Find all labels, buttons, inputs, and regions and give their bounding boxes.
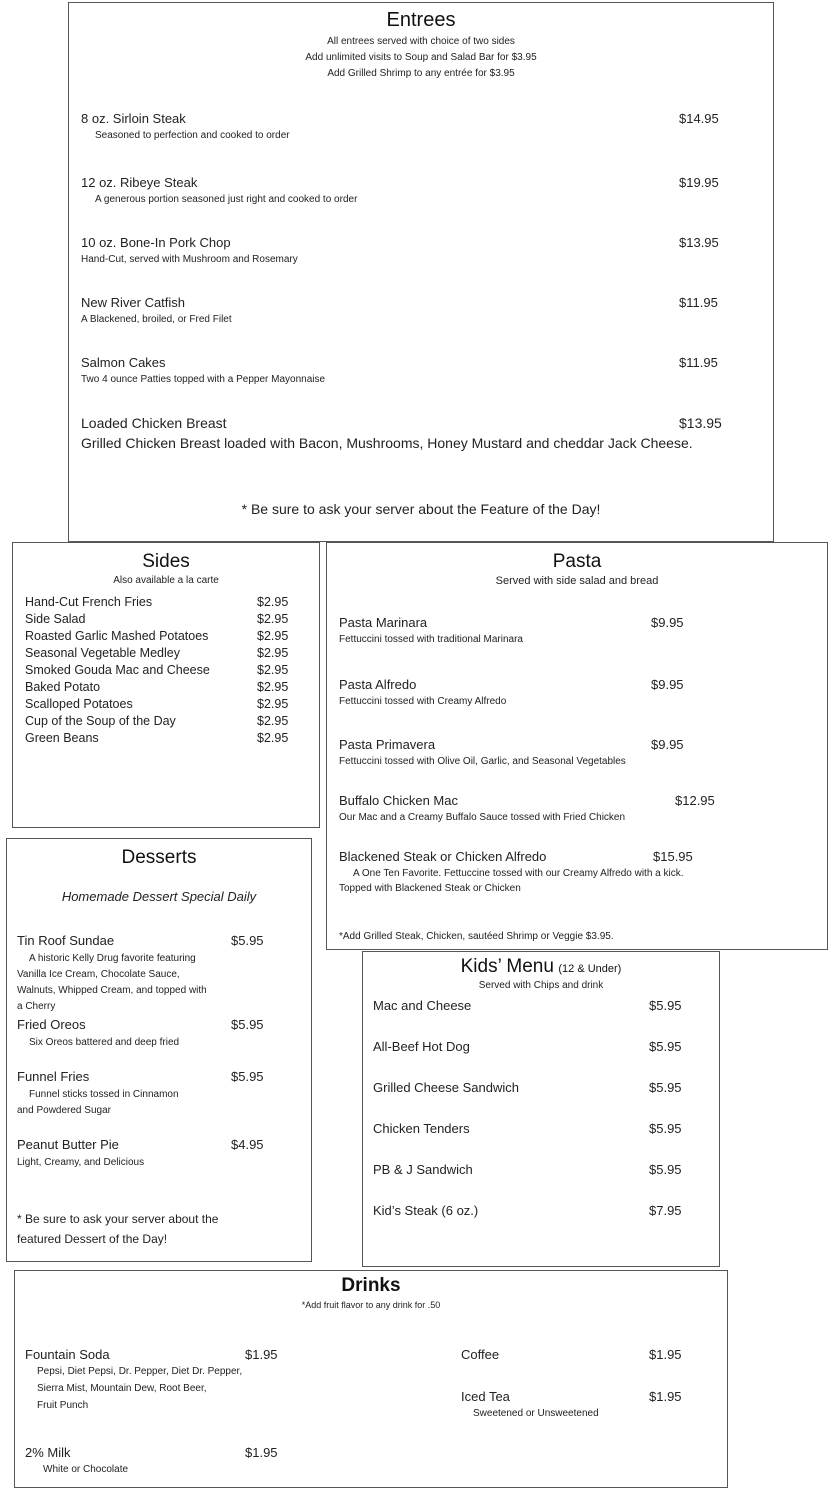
item-desc: A Blackened, broiled, or Fred Filet — [81, 314, 232, 325]
item-desc: Sweetened or Unsweetened — [473, 1408, 599, 1419]
item-name: Fried Oreos — [17, 1017, 86, 1032]
item-name: Tin Roof Sundae — [17, 933, 115, 948]
item-name: Buffalo Chicken Mac — [339, 793, 458, 808]
kids-list — [373, 998, 713, 1244]
entrees-note: Add unlimited visits to Soup and Salad Bar for $3.95 — [305, 52, 537, 63]
menu-item — [81, 235, 761, 265]
drink-item — [25, 1445, 345, 1475]
dessert-item — [17, 933, 307, 1015]
side-item — [25, 629, 315, 646]
sides-list — [25, 595, 315, 748]
menu-item — [339, 793, 819, 823]
item-desc: Topped with Blackened Steak or Chicken — [339, 883, 521, 894]
item-desc: Funnel sticks tossed in Cinnamon — [29, 1089, 179, 1100]
item-name: Hand-Cut French Fries — [25, 595, 153, 609]
item-desc: Vanilla Ice Cream, Chocolate Sauce, — [17, 969, 180, 980]
pasta-title: Pasta — [552, 551, 602, 572]
item-desc: Walnuts, Whipped Cream, and topped with — [17, 985, 207, 996]
item-desc: White or Chocolate — [43, 1464, 129, 1475]
side-item — [25, 697, 315, 714]
item-name: Iced Tea — [461, 1389, 510, 1404]
item-name: Scalloped Potatoes — [25, 697, 133, 711]
kids-item — [373, 1080, 713, 1121]
item-desc: and Powdered Sugar — [17, 1105, 111, 1116]
item-name: 12 oz. Ribeye Steak — [81, 175, 198, 190]
side-item — [25, 646, 315, 663]
drink-item — [25, 1347, 345, 1411]
item-desc: Light, Creamy, and Delicious — [17, 1157, 145, 1168]
item-name: New River Catfish — [81, 295, 186, 310]
entrees-footer: * Be sure to ask your server about the Feature of the Day! — [241, 501, 601, 517]
item-price: $1.95 — [649, 1347, 682, 1362]
item-name: Coffee — [461, 1347, 500, 1362]
item-name: Smoked Gouda Mac and Cheese — [25, 663, 210, 677]
side-item — [25, 612, 315, 629]
item-price: $15.95 — [653, 849, 693, 864]
drinks-section — [14, 1270, 728, 1488]
item-desc: Seasoned to perfection and cooked to order — [95, 130, 290, 141]
desserts-footer-line: featured Dessert of the Day! — [17, 1232, 168, 1246]
kids-item — [373, 1121, 713, 1162]
item-price: $2.95 — [257, 731, 289, 745]
item-price: $2.95 — [257, 697, 289, 711]
item-name: Pasta Primavera — [339, 737, 436, 752]
pasta-section — [326, 542, 828, 950]
kids-title: Kids’ Menu — [460, 956, 554, 977]
entrees-note: All entrees served with choice of two sides — [327, 36, 515, 47]
item-name: Cup of the Soup of the Day — [25, 714, 176, 728]
kids-item — [373, 1203, 713, 1244]
item-price: $2.95 — [257, 612, 289, 626]
item-desc: Fruit Punch — [37, 1400, 89, 1411]
menu-item — [339, 615, 819, 645]
item-name: Side Salad — [25, 612, 86, 626]
item-name: Baked Potato — [25, 680, 101, 694]
item-name: Peanut Butter Pie — [17, 1137, 119, 1152]
item-price: $5.95 — [649, 1039, 682, 1054]
dessert-special: Homemade Dessert Special Daily — [61, 889, 257, 904]
item-desc: A generous portion seasoned just right and cooked to order — [95, 194, 358, 205]
item-name: Roasted Garlic Mashed Potatoes — [25, 629, 209, 643]
menu-item — [339, 849, 825, 894]
dessert-item — [17, 1017, 307, 1051]
drink-item — [461, 1347, 721, 1362]
desserts-footer — [17, 1209, 218, 1249]
item-desc: Fettuccini tossed with traditional Marinara — [339, 634, 523, 645]
kids-section — [362, 951, 720, 1267]
dessert-row — [17, 933, 307, 951]
item-price: $9.95 — [651, 677, 684, 692]
item-price: $19.95 — [679, 175, 719, 190]
drinks-note: *Add fruit flavor to any drink for .50 — [301, 1300, 441, 1310]
menu-item — [339, 677, 819, 707]
item-desc: Grilled Chicken Breast loaded with Bacon, Mushrooms, Honey Mustard and cheddar Jack Cheese. — [81, 435, 693, 451]
item-price: $2.95 — [257, 663, 289, 677]
item-name: Loaded Chicken Breast — [81, 415, 227, 431]
item-desc: Fettuccini tossed with Olive Oil, Garlic, and Seasonal Vegetables — [339, 756, 626, 767]
entrees-section — [68, 2, 774, 542]
item-name: Green Beans — [25, 731, 99, 745]
dessert-row — [17, 1017, 307, 1035]
item-desc: Our Mac and a Creamy Buffalo Sauce tossed with Fried Chicken — [339, 812, 626, 823]
item-price: $7.95 — [649, 1203, 682, 1218]
item-price: $12.95 — [675, 793, 715, 808]
menu-item — [81, 355, 761, 385]
item-desc: Sierra Mist, Mountain Dew, Root Beer, — [37, 1383, 207, 1394]
kids-item — [373, 998, 713, 1039]
entrees-note: Add Grilled Shrimp to any entrée for $3.95 — [327, 68, 515, 79]
item-name: PB & J Sandwich — [373, 1162, 473, 1177]
sides-title: Sides — [142, 551, 190, 572]
kids-age: (12 & Under) — [558, 963, 622, 975]
pasta-note: Served with side salad and bread — [495, 575, 659, 587]
desserts-title: Desserts — [121, 847, 197, 868]
menu-item — [81, 415, 741, 454]
item-name: Pasta Marinara — [339, 615, 428, 630]
kids-item — [373, 1039, 713, 1080]
item-name: Salmon Cakes — [81, 355, 166, 370]
desserts-footer-line: * Be sure to ask your server about the — [17, 1212, 219, 1226]
item-price: $9.95 — [651, 737, 684, 752]
item-price: $1.95 — [245, 1445, 278, 1460]
item-price: $11.95 — [679, 295, 718, 310]
item-price: $2.95 — [257, 629, 289, 643]
item-desc: a Cherry — [17, 1001, 56, 1012]
pasta-footer: *Add Grilled Steak, Chicken, sautéed Shrimp or Veggie $3.95. — [339, 931, 614, 942]
item-name: Blackened Steak or Chicken Alfredo — [339, 849, 547, 864]
item-name: Mac and Cheese — [373, 998, 472, 1013]
item-price: $13.95 — [679, 235, 719, 250]
item-desc: A historic Kelly Drug favorite featuring — [29, 953, 196, 964]
item-price: $2.95 — [257, 680, 289, 694]
menu-item — [81, 175, 761, 205]
kids-note: Served with Chips and drink — [478, 980, 604, 991]
menu-item — [339, 737, 819, 767]
item-price: $13.95 — [679, 415, 722, 431]
item-desc: Pepsi, Diet Pepsi, Dr. Pepper, Diet Dr. Pepper, — [37, 1366, 243, 1377]
item-price: $4.95 — [231, 1137, 264, 1152]
desserts-list — [17, 933, 307, 1189]
item-price: $9.95 — [651, 615, 684, 630]
item-price: $5.95 — [649, 1080, 682, 1095]
item-price: $2.95 — [257, 714, 289, 728]
menu-item — [81, 111, 761, 141]
sides-section — [12, 542, 320, 828]
item-name: Pasta Alfredo — [339, 677, 417, 692]
desserts-section — [6, 838, 312, 1262]
item-price: $5.95 — [231, 1069, 264, 1084]
dessert-row — [17, 1069, 307, 1087]
item-name: All-Beef Hot Dog — [373, 1039, 470, 1054]
item-price: $2.95 — [257, 595, 289, 609]
entrees-title: Entrees — [386, 9, 456, 31]
side-item — [25, 714, 315, 731]
item-name: Seasonal Vegetable Medley — [25, 646, 180, 660]
dessert-row — [17, 1137, 307, 1155]
item-name: Chicken Tenders — [373, 1121, 470, 1136]
item-name: Kid’s Steak (6 oz.) — [373, 1203, 479, 1218]
dessert-item — [17, 1069, 307, 1119]
sides-note: Also available a la carte — [113, 575, 219, 586]
drinks-title: Drinks — [341, 1275, 401, 1296]
item-price: $1.95 — [245, 1347, 278, 1362]
item-desc: Six Oreos battered and deep fried — [29, 1037, 180, 1048]
item-price: $2.95 — [257, 646, 289, 660]
kids-item — [373, 1162, 713, 1203]
item-desc: Hand-Cut, served with Mushroom and Rosemary — [81, 254, 298, 265]
side-item — [25, 680, 315, 697]
item-price: $5.95 — [649, 998, 682, 1013]
item-price: $5.95 — [231, 1017, 264, 1032]
drink-item — [461, 1389, 721, 1419]
side-item — [25, 595, 315, 612]
menu-item — [81, 295, 761, 325]
item-name: Fountain Soda — [25, 1347, 110, 1362]
dessert-item — [17, 1137, 307, 1171]
item-name: Funnel Fries — [17, 1069, 90, 1084]
item-name: 2% Milk — [25, 1445, 71, 1460]
item-price: $1.95 — [649, 1389, 682, 1404]
item-desc: A One Ten Favorite. Fettuccine tossed with our Creamy Alfredo with a kick. — [353, 868, 684, 879]
side-item — [25, 663, 315, 680]
item-desc: Two 4 ounce Patties topped with a Pepper Mayonnaise — [81, 374, 326, 385]
item-price: $5.95 — [649, 1121, 682, 1136]
item-price: $5.95 — [649, 1162, 682, 1177]
kids-title-row — [363, 956, 719, 978]
item-name: 8 oz. Sirloin Steak — [81, 111, 186, 126]
item-name: Grilled Cheese Sandwich — [373, 1080, 519, 1095]
item-price: $14.95 — [679, 111, 719, 126]
item-price: $11.95 — [679, 355, 718, 370]
item-name: 10 oz. Bone-In Pork Chop — [81, 235, 231, 250]
side-item — [25, 731, 315, 748]
item-price: $5.95 — [231, 933, 264, 948]
item-desc: Fettuccini tossed with Creamy Alfredo — [339, 696, 507, 707]
